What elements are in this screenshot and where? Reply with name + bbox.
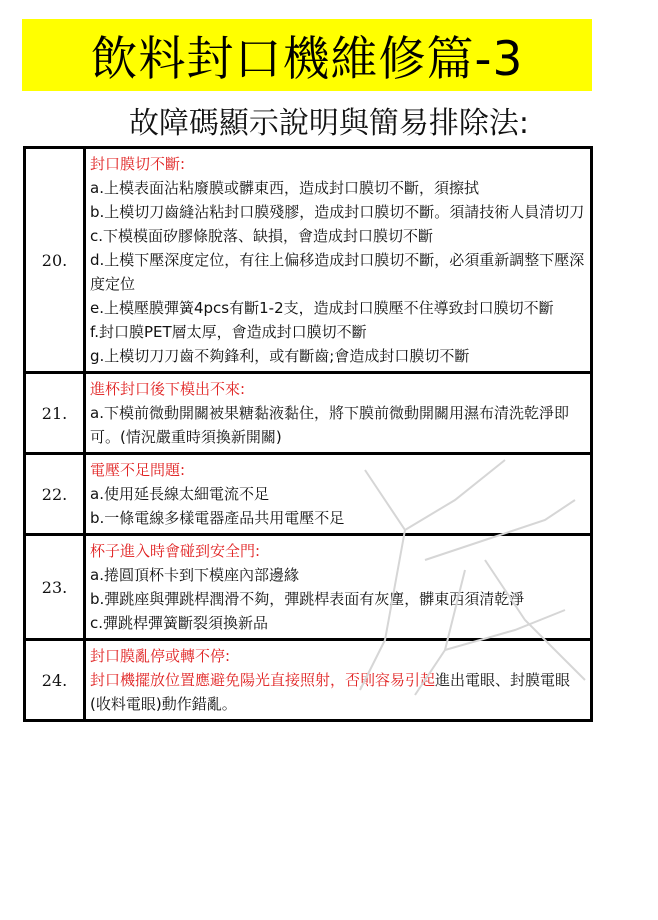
row-line: b.彈跳座與彈跳桿潤滑不夠，彈跳桿表面有灰塵，髒東西須清乾淨: [90, 590, 525, 608]
page-subtitle: 故障碼顯示說明與簡易排除法:: [128, 106, 530, 141]
row-description: [85, 373, 592, 454]
row-title: 封口膜亂停或轉不停:: [90, 647, 231, 665]
row-number: 21.: [25, 373, 85, 454]
row-line: e.上模壓膜彈簧4pcs有斷1-2支，造成封口膜壓不住導致封口膜切不斷: [90, 299, 554, 317]
table-row: [25, 640, 592, 721]
row-number: 20.: [25, 148, 85, 373]
row-description: [85, 148, 592, 373]
title-banner: [22, 19, 592, 91]
row-number: 23.: [25, 535, 85, 640]
row-title: 杯子進入時會碰到安全門:: [90, 542, 261, 560]
row-line: b.上模切刀齒縫沾粘封口膜殘膠，造成封口膜切不斷。須請技術人員清切刀: [90, 203, 585, 221]
table-row: [25, 373, 592, 454]
row-number: 24.: [25, 640, 85, 721]
row-title: 進杯封口後下模出不來:: [90, 380, 246, 398]
row-line: g.上模切刀刀齒不夠鋒利，或有斷齒;會造成封口膜切不斷: [90, 347, 470, 365]
row-line: a.下模前微動開關被果糖黏液黏住，將下膜前微動開關用濕布清洗乾淨即可。(情況嚴重時須換新開關): [90, 404, 569, 446]
row-line: a.捲圓頂杯卡到下模座內部邊緣: [90, 566, 299, 584]
table-row: [25, 535, 592, 640]
table-row: [25, 454, 592, 535]
row-line: a.使用延長線太細電流不足: [90, 485, 269, 503]
row-line: c.彈跳桿彈簧斷裂須換新品: [90, 614, 269, 632]
row-title: 封口膜切不斷:: [90, 155, 186, 173]
row-title: 電壓不足問題:: [90, 461, 186, 479]
row-description: [85, 454, 592, 535]
table-row: [25, 148, 592, 373]
row-line: [90, 668, 586, 716]
row-description: [85, 535, 592, 640]
row-line: b.一條電線多樣電器產品共用電壓不足: [90, 509, 345, 527]
fault-table: [23, 146, 593, 722]
row-description: [85, 640, 592, 721]
page-title: 飲料封口機維修篇-3: [90, 31, 524, 87]
row-line-rest: 進出電眼、封膜電眼(收料電眼)動作錯亂。: [90, 671, 571, 713]
row-line: a.上模表面沾粘廢膜或髒東西，造成封口膜切不斷，須擦拭: [90, 179, 479, 197]
warning-text: 封口機擺放位置應避免陽光直接照射，否則容易引起: [90, 671, 436, 689]
row-number: 22.: [25, 454, 85, 535]
row-line: f.封口膜PET層太厚，會造成封口膜切不斷: [90, 323, 367, 341]
row-line: d.上模下壓深度定位，有往上偏移造成封口膜切不斷，必須重新調整下壓深度定位: [90, 251, 585, 293]
row-line: c.下模模面矽膠條脫落、缺損，會造成封口膜切不斷: [90, 227, 434, 245]
